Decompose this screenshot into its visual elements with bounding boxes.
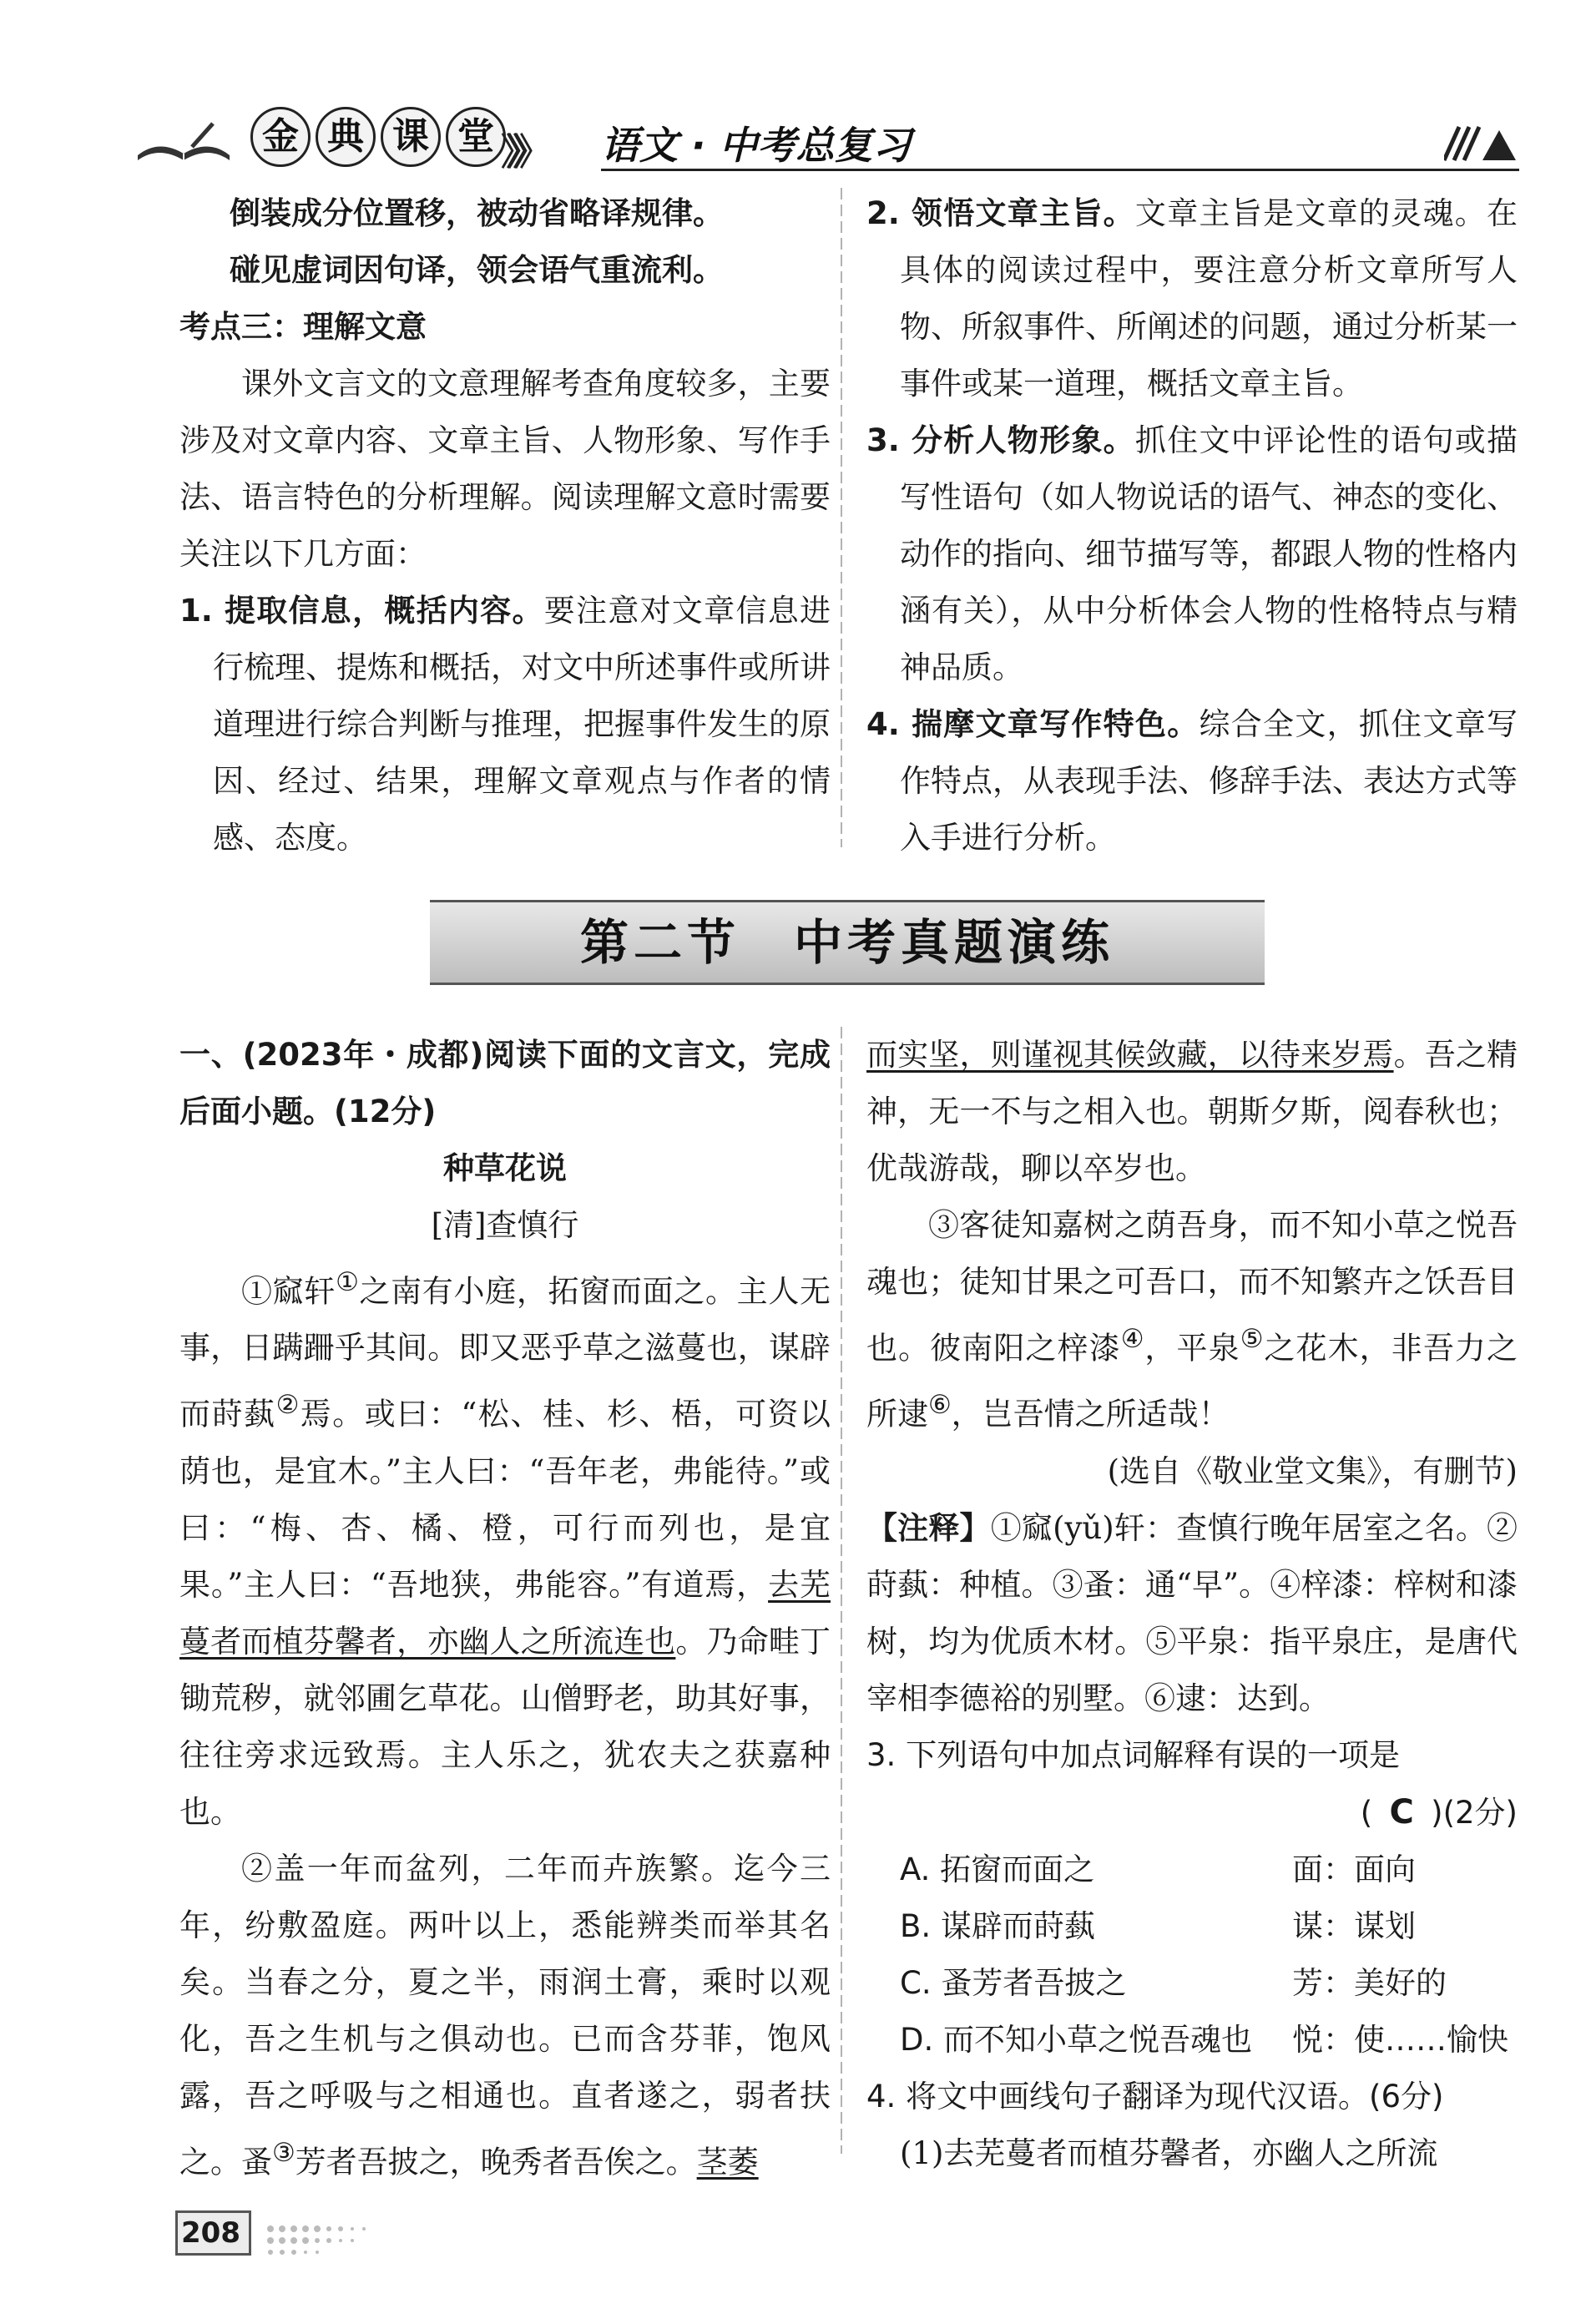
point-title: 2. 领悟文章主旨。 <box>866 195 1135 231</box>
option-gloss: 谋：谋划 <box>1292 1907 1416 1944</box>
brand-title <box>250 107 506 167</box>
passage-paragraph-2 <box>179 1841 831 2190</box>
text-run: 焉。或曰：“松、桂、杉、梧，可资以荫也，是宜木。”主人曰：“吾年老，弗能待。”或曰：“梅、杏、橘、橙，可行而列也，是宜果。”主人曰：“吾地狭，弗能容。”有道焉， <box>179 1396 831 1603</box>
option-b <box>866 1898 1518 1955</box>
footnote-marker: ③ <box>272 2137 295 2168</box>
point-title: 3. 分析人物形象。 <box>866 422 1135 458</box>
triangle-deco-icon <box>1444 119 1519 169</box>
lower-right-column <box>866 1027 1518 2182</box>
option-gloss: 悦：使……愉快 <box>1292 2021 1508 2058</box>
option-gloss: 面：面向 <box>1292 1851 1416 1887</box>
header-rule <box>601 169 1519 171</box>
text-run: 芳者吾披之，晚秀者吾俟之。 <box>295 2143 697 2180</box>
point-item-1 <box>179 583 831 866</box>
point-text: 综合全文，抓住文章写作特点，从表现手法、修辞手法、表达方式等入手进行分析。 <box>900 706 1518 856</box>
point-item-4 <box>866 696 1518 866</box>
footnote-marker: ① <box>336 1267 360 1297</box>
passage-source: (选自《敬业堂文集》，有删节) <box>1107 1452 1518 1489</box>
question-3-answer <box>866 1784 1518 1842</box>
page-header <box>134 99 1511 174</box>
option-label: B. 谋辟而莳蓺 <box>900 1907 1095 1944</box>
text-run: ③客徒知嘉树之荫吾身，而不知小草之悦吾魂也；徒知甘果之可吾口，而不知繁卉之饫吾目也。彼南阳之梓漆 <box>866 1207 1518 1367</box>
underlined-sentence: 茎萎 <box>696 2143 759 2180</box>
option-label: C. 蚤芳者吾披之 <box>900 1964 1127 2001</box>
footnote-marker: ⑤ <box>1240 1324 1265 1354</box>
question-4: 4. 将文中画线句子翻译为现代汉语。(6分) <box>866 2078 1444 2114</box>
lower-left-column <box>179 1027 831 2190</box>
footnote-marker: ④ <box>1120 1324 1145 1354</box>
text-run: 之花木，非吾力之所逮 <box>866 1330 1518 1432</box>
answer-letter: C <box>1389 1792 1414 1831</box>
point-item-2 <box>866 185 1518 412</box>
chevron-right-icon: 》》》 <box>501 131 539 174</box>
option-gloss: 芳：美好的 <box>1292 1964 1447 2001</box>
subject-title: 语文 · 中考总复习 <box>601 123 912 168</box>
intro-paragraph: 课外文言文的文意理解考查角度较多，主要涉及对文章内容、文章主旨、人物形象、写作手法、语言特色的分析理解。阅读理解文意时需要关注以下几方面： <box>179 366 831 572</box>
text-run: ②盖一年而盆列，二年而卉族繁。迄今三年，纷敷盈庭。两叶以上，悉能辨类而举其名矣。当春之分，夏之半，雨润土膏，乘时以观化，吾之生机与之俱动也。已而含芬菲，饱风露，吾之呼吸与之相通也。直者遂之，弱者扶之。蚤 <box>179 1850 831 2180</box>
dot-pattern-icon <box>264 2222 481 2256</box>
underlined-sentence: 去芜蔓者而植芬馨者，亦幽人之所流连也 <box>179 1566 831 1660</box>
passage-author: [清]查慎行 <box>431 1207 579 1243</box>
section-heading: 考点三：理解文意 <box>179 309 427 345</box>
brand-char: 典 <box>316 107 376 167</box>
text-run: ，平泉 <box>1144 1330 1240 1367</box>
option-label: A. 拓窗而面之 <box>900 1851 1095 1887</box>
column-divider <box>838 1027 845 2154</box>
text-run: 之南有小庭，拓窗而面之。主人无事，日蹒跚乎其间。即又恶乎草之滋蔓也，谋辟而莳蓺 <box>179 1273 831 1432</box>
option-a <box>866 1842 1518 1898</box>
passage-title: 种草花说 <box>443 1150 567 1186</box>
question-3: 3. 下列语句中加点词解释有误的一项是 <box>866 1736 1401 1773</box>
page-number: 208 <box>175 2210 251 2256</box>
text-run: ( <box>1360 1794 1373 1831</box>
upper-left-column <box>179 185 831 866</box>
point-text: 要注意对文章信息进行梳理、提炼和概括，对文中所述事件或所讲道理进行综合判断与推理，把握事件发生的原因、经过、结果，理解文章观点与作者的情感、态度。 <box>213 593 831 856</box>
footnote-marker: ⑥ <box>928 1390 952 1421</box>
mnemonic-line: 倒装成分位置移，被动省略译规律。 <box>230 195 724 231</box>
upper-right-column <box>866 185 1518 866</box>
question-header: 一、(2023年・成都)阅读下面的文言文，完成后面小题。(12分) <box>179 1037 831 1129</box>
passage-paragraph-3 <box>866 1197 1518 1443</box>
option-c <box>866 1955 1518 2012</box>
question-4-part-1: (1)去芜蔓者而植芬馨者，亦幽人之所流 <box>900 2135 1438 2171</box>
point-item-3 <box>866 412 1518 696</box>
option-d <box>866 2012 1518 2069</box>
text-run: ，岂吾情之所适哉！ <box>951 1396 1230 1432</box>
divider-pattern <box>838 188 845 847</box>
brand-char: 金 <box>250 107 311 167</box>
column-divider <box>838 188 845 847</box>
annotations <box>866 1500 1518 1727</box>
text-run: 。乃命畦丁锄荒秽，就邻圃乞草花。山僧野老，助其好事，往往旁求远致焉。主人乐之，犹农夫之获嘉种也。 <box>179 1623 831 1830</box>
point-title: 4. 揣摩文章写作特色。 <box>866 706 1200 742</box>
underlined-sentence: 而实坚，则谨视其候敛藏，以待来岁焉 <box>866 1037 1394 1073</box>
text-run: 。吾之精神，无一不与之相入也。朝斯夕斯，阅春秋也；优哉游哉，聊以卒岁也。 <box>866 1037 1518 1186</box>
brand-char: 课 <box>381 107 441 167</box>
text-run: )(2分) <box>1431 1794 1518 1831</box>
section-banner-title: 第二节 中考真题演练 <box>579 914 1114 971</box>
section-banner <box>430 900 1265 985</box>
point-text: 抓住文中评论性的语句或描写性语句（如人物说话的语气、神态的变化、动作的指向、细节描写等，都跟人物的性格内涵有关），从中分析体会人物的性格特点与精神品质。 <box>900 422 1518 685</box>
option-label: D. 而不知小草之悦吾魂也 <box>900 2021 1253 2058</box>
divider-pattern <box>838 1027 845 2154</box>
point-title: 1. 提取信息，概括内容。 <box>179 593 544 629</box>
text-run: ①窳轩 <box>241 1273 336 1310</box>
page-footer <box>175 2210 481 2256</box>
point-text: 文章主旨是文章的灵魂。在具体的阅读过程中，要注意分析文章所写人物、所叙事件、所阐述的问题，通过分析某一事件或某一道理，概括文章主旨。 <box>900 195 1518 402</box>
brand-char: 堂 <box>446 107 506 167</box>
mnemonic-line: 碰见虚词因句译，领会语气重流利。 <box>230 252 724 288</box>
annotations-text: ①窳(yǔ)轩：查慎行晚年居室之名。②莳蓺：种植。③蚤：通“早”。④梓漆：梓树和漆树，均为优质木材。⑤平泉：指平泉庄，是唐代宰相李德裕的别墅。⑥逮：达到。 <box>866 1509 1518 1716</box>
footnote-marker: ② <box>275 1390 301 1421</box>
passage-continuation <box>866 1027 1518 1197</box>
book-logo-icon <box>134 122 234 164</box>
passage-paragraph-1 <box>179 1254 831 1841</box>
annotations-label: 【注释】 <box>866 1509 991 1546</box>
